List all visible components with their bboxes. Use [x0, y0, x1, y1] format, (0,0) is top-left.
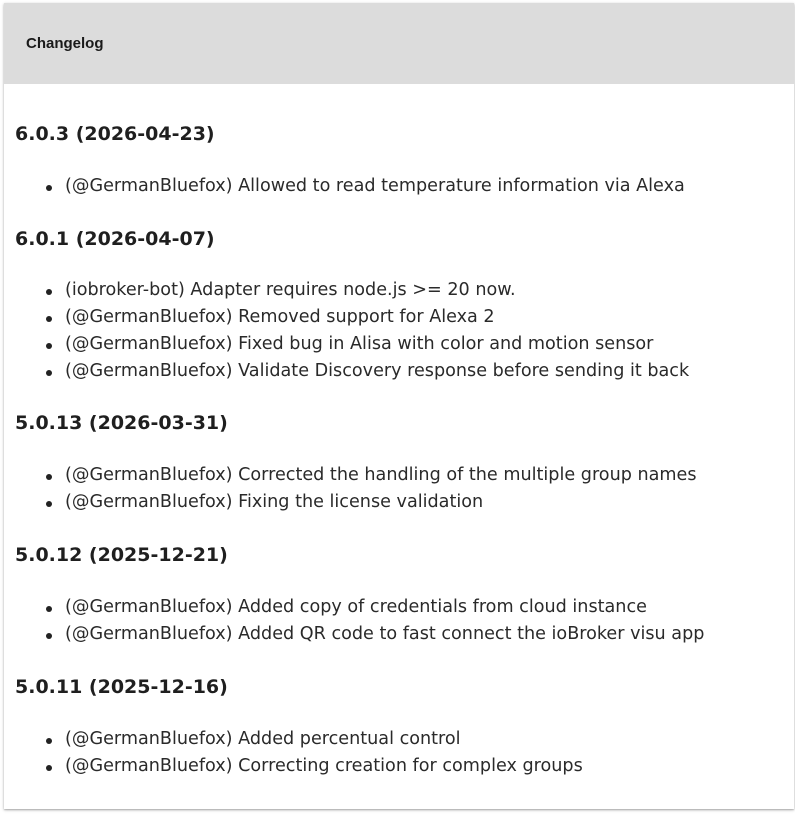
list-item: [65, 358, 794, 385]
entry-text: (@GermanBluefox) Fixed bug in Alisa with color and motion sensor: [65, 334, 654, 354]
bullet-icon: [46, 738, 52, 744]
list-item: [65, 621, 794, 648]
entry-list: [15, 726, 794, 780]
changelog-content[interactable]: [4, 121, 794, 780]
version-section: [15, 121, 794, 200]
entry-text: (@GermanBluefox) Fixing the license validation: [65, 492, 484, 512]
bullet-icon: [46, 316, 52, 322]
entry-list: [15, 277, 794, 385]
list-item: [65, 753, 794, 780]
version-section: [15, 674, 794, 780]
version-heading: 6.0.3 (2026-04-23): [15, 123, 215, 145]
list-item: [65, 331, 794, 358]
list-item: [65, 726, 794, 753]
version-heading: 5.0.12 (2025-12-21): [15, 544, 228, 566]
entry-text: (@GermanBluefox) Removed support for Alexa 2: [65, 307, 495, 327]
entry-text: (@GermanBluefox) Validate Discovery response before sending it back: [65, 361, 690, 381]
list-item: [65, 462, 794, 489]
entry-list: [15, 462, 794, 516]
version-heading: 6.0.1 (2026-04-07): [15, 228, 215, 250]
entry-text: (@GermanBluefox) Added percentual control: [65, 729, 461, 749]
bullet-icon: [46, 501, 52, 507]
list-item: [65, 277, 794, 304]
dialog-title: Changelog: [26, 35, 104, 52]
changelog-header: [4, 3, 794, 84]
bullet-icon: [46, 185, 52, 191]
bullet-icon: [46, 633, 52, 639]
bullet-icon: [46, 370, 52, 376]
entry-list: [15, 594, 794, 648]
entry-text: (@GermanBluefox) Added copy of credentials from cloud instance: [65, 597, 647, 617]
version-section: [15, 410, 794, 516]
list-item: [65, 594, 794, 621]
entry-text: (iobroker-bot) Adapter requires node.js >= 20 now.: [65, 280, 516, 300]
list-item: [65, 489, 794, 516]
version-heading: 5.0.13 (2026-03-31): [15, 412, 228, 434]
version-heading: 5.0.11 (2025-12-16): [15, 676, 228, 698]
entry-list: [15, 173, 794, 200]
bullet-icon: [46, 606, 52, 612]
version-section: [15, 226, 794, 385]
list-item: [65, 304, 794, 331]
bullet-icon: [46, 474, 52, 480]
bullet-icon: [46, 765, 52, 771]
entry-text: (@GermanBluefox) Correcting creation for complex groups: [65, 756, 583, 776]
bullet-icon: [46, 289, 52, 295]
entry-text: (@GermanBluefox) Added QR code to fast connect the ioBroker visu app: [65, 624, 705, 644]
changelog-dialog: [4, 3, 794, 809]
list-item: [65, 173, 794, 200]
entry-text: (@GermanBluefox) Allowed to read temperature information via Alexa: [65, 176, 685, 196]
bullet-icon: [46, 343, 52, 349]
version-section: [15, 542, 794, 648]
entry-text: (@GermanBluefox) Corrected the handling of the multiple group names: [65, 465, 697, 485]
